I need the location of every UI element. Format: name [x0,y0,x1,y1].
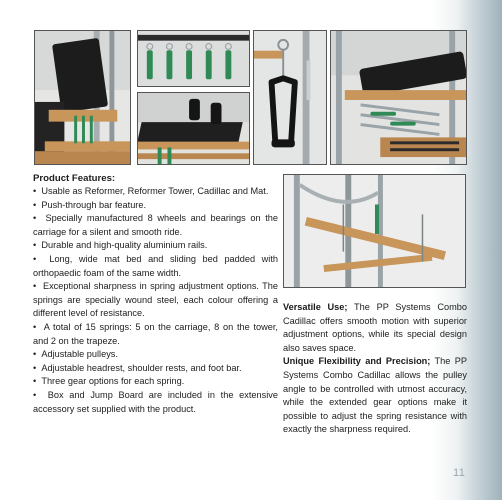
photo-shoulder-rests [137,92,250,165]
feature-item: • Three gear options for each spring. [33,375,278,389]
versatile-use-body: The PP Systems Combo Cadillac offers smooth motion with superior adjustment options, while its special design also saves space. [283,302,467,353]
product-features-section [33,172,278,416]
feature-item: • Adjustable headrest, shoulder rests, and foot bar. [33,362,278,376]
photo-carriage-springs [330,30,467,165]
feature-item: • Adjustable pulleys. [33,348,278,362]
product-features-list [33,185,278,416]
unique-flexibility-body: The PP Systems Combo Cadillac allows the pulley angle to be controlled with utmost accuracy, while the extended gear options make it possible to adjust the spring resistance with exactly the sharpness required. [283,356,468,435]
product-features-heading: Product Features: [33,173,116,184]
versatile-use-paragraph [283,301,467,355]
versatile-use-title: Versatile Use; [283,302,348,312]
feature-item: • Specially manufactured 8 wheels and bearings on the carriage for a silent and smooth ride. [33,212,278,239]
page-number: 11 [453,467,466,479]
photo-pulley-handle [253,30,327,165]
unique-flexibility-paragraph [283,355,467,437]
feature-item: • Exceptional sharpness in spring adjustment options. The springs are specially wound steel, each colour offering a different level of resistance. [33,280,278,321]
feature-item: • Usable as Reformer, Reformer Tower, Cadillac and Mat. [33,185,278,199]
photo-spring-bar [137,30,250,87]
photo-reformer-headrest [34,30,131,165]
feature-item: • Push-through bar feature. [33,199,278,213]
feature-item: • Box and Jump Board are included in the extensive accessory set supplied with the product. [33,389,278,416]
feature-item: • A total of 15 springs: 5 on the carriage, 8 on the tower, and 2 on the trapeze. [33,321,278,348]
feature-item: • Durable and high-quality aluminium rails. [33,239,278,253]
description-section [283,301,467,437]
unique-flexibility-title: Unique Flexibility and Precision; [283,356,431,367]
feature-item: • Long, wide mat bed and sliding bed padded with orthopaedic foam of the same width. [33,253,278,280]
photo-trapeze-bar [283,174,466,288]
